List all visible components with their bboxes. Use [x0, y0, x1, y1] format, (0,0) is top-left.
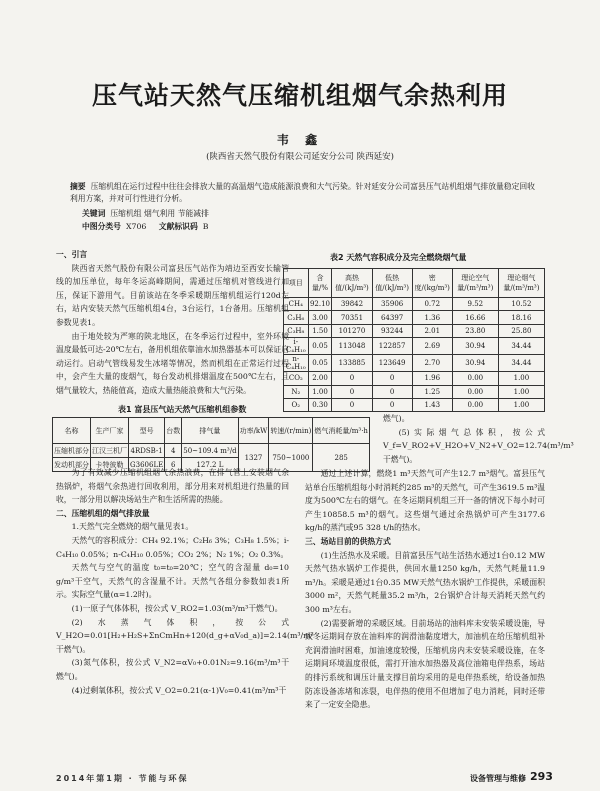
- classification-label: 中图分类号: [82, 222, 121, 231]
- table2-cell: 113048: [332, 338, 372, 355]
- sub1: 1.天然气完全燃烧的烟气量见表1。: [71, 522, 194, 532]
- table1-cell: 卡特彼勒: [91, 458, 129, 472]
- paper-title: 压气站天然气压缩机组烟气余热利用: [91, 81, 508, 110]
- table2-caption: 表2 天然气容积成分及完全燃烧烟气量: [330, 253, 467, 262]
- formula3: (3)氮气体积，按公式 V_N2=αV₀+0.01N₂=9.16(m³/m³干燃气)。: [56, 658, 289, 681]
- table1-header: 排气量: [182, 418, 238, 444]
- table2-cell: 0.05: [308, 338, 332, 355]
- table2-cell: 39842: [332, 298, 372, 311]
- right-column: [305, 467, 545, 712]
- table-row: [284, 338, 545, 355]
- table2-cell: 0: [372, 398, 412, 411]
- affiliation: (陕西省天然气股份有限公司延安分公司 陕西延安): [206, 152, 394, 162]
- table2-cell: 0: [372, 372, 412, 385]
- section1: [56, 248, 289, 398]
- table-row: [284, 372, 545, 385]
- table2-cell: 34.44: [498, 355, 544, 372]
- table2-cell: 0.00: [452, 385, 498, 398]
- table2-cell: 0: [332, 398, 372, 411]
- table1-header: 名称: [53, 418, 91, 444]
- table1-cell: 发动机部分: [53, 458, 91, 472]
- left-para2: 天然气的容积成分：CH₄ 92.1%；C₂H₆ 3%；C₃H₈ 1.5%；i-C₄H₁₀ 0.05%；n-C₄H₁₀ 0.05%；CO₂ 2%；N₂ 1%；O₂ 0.3%。: [56, 535, 289, 559]
- keywords-text: 压缩机组 烟气利用 节能减排: [110, 209, 209, 218]
- section1-para2: 由于地处较为严寒的陕北地区，在冬季运行过程中，室外环境温度最低可达-20℃左右，备用机组依靠油水加热器基本可以保证启动运行。启动气管线易发生冰堵等情况，然而机组在正常运行过程中，会产生大量的废烟气，每台发动机排烟温度在500℃左右，且烟气量较大，热能值高，造成大量热能浪费和大气污染。: [56, 331, 289, 395]
- table1-cell: 50~109.4 m³/d: [182, 444, 238, 458]
- table1: [52, 417, 370, 472]
- table2-cell: C₂H₆: [284, 311, 309, 324]
- table1-cell: 1327: [238, 444, 269, 472]
- table1-cell: 4: [165, 444, 182, 458]
- table2-cell: 1.00: [498, 385, 544, 398]
- table2-cell: 18.16: [498, 311, 544, 324]
- table-row: [284, 311, 545, 324]
- right-column-top: [383, 412, 574, 466]
- right-para3: (2)需要新增的采暖区域。目前场站的油料库未安装采暖设施，导致冬运期间存放在油料库的润滑油黏度增大，加油机在给压缩机组补充润滑油时困难，加油速度较慢，压缩机房内未安装采暖设施，在冬运期间环境温度很低，需打开油水加热器及高位油箱电伴热系，场站的排污系统和调压计量支撑目前均采用的是电伴热系统，给设备加热防冻设备冻堵和冻裂，电伴热的使用不但增加了电力消耗，同时还带来了一定安全隐患。: [305, 618, 545, 710]
- table1-cell: 江汉三机厂: [91, 444, 129, 458]
- formula2: (2)水蒸气体积，按公式 V_H2O=0.01[H₂+H₂S+ΣnCmHn+120(d_g+αV₀d_a)]=2.14(m³/m³干燃气)。: [56, 617, 314, 654]
- table2-cell: O₂: [284, 398, 309, 411]
- table2-cell: 34.44: [498, 338, 544, 355]
- doc-code-label: 文献标识码: [158, 222, 198, 231]
- table2-header: 理论空气量/(m³/m³): [452, 269, 498, 298]
- table2-cell: N₂: [284, 385, 309, 398]
- table1-cell: 压缩机部分: [53, 444, 91, 458]
- table2-header: 理论烟气量/(m³/m³): [498, 269, 544, 298]
- table1-cell: 6: [165, 458, 182, 472]
- table2-cell: 35906: [372, 298, 412, 311]
- footer-journal-name: 设备管理与维修: [470, 774, 526, 783]
- table1-header: 台数: [165, 418, 182, 444]
- table2-cell: 1.36: [412, 311, 452, 324]
- table2-cell: 30.94: [452, 355, 498, 372]
- table2-cell: 0.00: [452, 372, 498, 385]
- table2-header: 高热值/(kJ/m³): [332, 269, 372, 298]
- table1-cell: 285: [313, 444, 370, 472]
- table2-cell: 0.72: [412, 298, 452, 311]
- table1-header-row: [53, 418, 370, 444]
- table2-cell: 123649: [372, 355, 412, 372]
- table2-cell: 133885: [332, 355, 372, 372]
- section2: [56, 466, 314, 697]
- classification: [82, 221, 208, 232]
- table2-cell: 1.00: [498, 372, 544, 385]
- right-para2: (1)生活热水及采暖。目前富县压气站生活热水通过1台0.12 MW天然气热水锅炉工作提供，供回水量1250 kg/h，天然气耗量11.9 m³/h。采暖是通过1台0.35 MW天然气热水锅炉工作提供，采暖面积3000 m²，天然气耗量35.2 m³/h，2台锅炉合计每天消耗天然气约300 m³左右。: [305, 550, 545, 614]
- keywords: [82, 208, 209, 219]
- table2-cell: 1.25: [412, 385, 452, 398]
- table2-cell: 1.00: [308, 385, 332, 398]
- table2-header: 项目: [284, 269, 309, 298]
- section1-heading: 一、引言: [56, 250, 88, 259]
- table-row: [284, 324, 545, 337]
- table1-header: 生产厂家: [91, 418, 129, 444]
- formula1: (1)一原子气体体积，按公式 V_RO2=1.03(m³/m³干燃气)。: [71, 603, 283, 613]
- section2-heading: 二、压缩机组的烟气排放量: [56, 508, 150, 518]
- table1-header: 型号: [129, 418, 165, 444]
- table2-cell: 2.00: [308, 372, 332, 385]
- right-cont: 燃气)。: [383, 414, 410, 423]
- table2-cell: CH₄: [284, 298, 309, 311]
- table2-cell: 0: [332, 372, 372, 385]
- left-para1: 为了有效减少压缩机组烟气余热浪费，在排气管上安装烟气余热锅炉，将烟气余热进行回收利用，部分用来对机组进行热量的回收，一部分用以解决场站生产和生活所需的热能。: [56, 468, 289, 505]
- table2-cell: 30.94: [452, 338, 498, 355]
- table2-cell: 3.00: [308, 311, 332, 324]
- table2-cell: 93244: [372, 324, 412, 337]
- abstract: [70, 181, 540, 205]
- section1-para1: 陕西省天然气股份有限公司富县压气站作为靖边至西安长输管线的加压单位，每年冬运高峰期间，需通过压缩机对管线进行加压，保证下游用气。目前该站在冬季采暖期压缩机组运行120d左右，站内安装天然气压缩机组4台，3台运行，1台备用。压缩机组参数见表1。: [56, 263, 289, 327]
- abstract-text: 压缩机组在运行过程中往往会排放大量的高温烟气造成能源浪费和大气污染。针对延安分公司富县压气站机组烟气排放量稳定回收利用方案，并对可行性进行分析。: [70, 182, 535, 203]
- table2-cell: 64397: [372, 311, 412, 324]
- formula5: (5)实际烟气总体积，按公式 V_f=V_RO2+V_H2O+V_N2+V_O2=12.74(m³/m³干燃气)。: [383, 427, 574, 464]
- table2-cell: 16.66: [452, 311, 498, 324]
- table1-header: 燃气消耗量/m³·h: [313, 418, 370, 444]
- table2-cell: 1.00: [498, 398, 544, 411]
- table2-cell: n-C₄H₁₀: [284, 355, 309, 372]
- table1-cell: G3606LE: [129, 458, 165, 472]
- table2-cell: 92.10: [308, 298, 332, 311]
- table1-caption: 表1 富县压气站天然气压缩机组参数: [118, 405, 247, 414]
- table2-cell: 1.43: [412, 398, 452, 411]
- table2-cell: 0.05: [308, 355, 332, 372]
- table1-header: 转速/(r/min): [269, 418, 313, 444]
- table2-cell: 2.70: [412, 355, 452, 372]
- table2-cell: 0.00: [452, 398, 498, 411]
- right-para1: 通过上述计算，燃烧1 m³天然气可产生12.7 m³烟气。富县压气站单台压缩机组每小时消耗约285 m³的天然气，可产生3619.5 m³温度为500℃左右的烟气。在冬运期间机组三开一备的情况下每小时可产生10858.5 m³的烟气。这些烟气通过余热锅炉可产生3177.6 kg/h的蒸汽或95 328 t/h的热水。: [305, 469, 545, 533]
- table2-header: 含量/%: [308, 269, 332, 298]
- abstract-label: 摘要: [70, 182, 86, 191]
- table-row: [284, 298, 545, 311]
- footer-journal: 2014年第1期 · 节能与环保: [56, 774, 189, 783]
- page-number: 293: [530, 770, 553, 783]
- table2-cell: 9.52: [452, 298, 498, 311]
- table2-cell: i-C₄H₁₀: [284, 338, 309, 355]
- table2-cell: 1.50: [308, 324, 332, 337]
- left-para3: 天然气与空气的温度 t₀=t₀=20℃；空气的含湿量 d₀=10 g/m³干空气，天然气的含湿量不计。天然气各组分参数如表1所示。实际空气量(α=1.2时)。: [56, 563, 289, 600]
- table2-cell: 2.01: [412, 324, 452, 337]
- table2-cell: 70351: [332, 311, 372, 324]
- table2-cell: 23.80: [452, 324, 498, 337]
- table2-cell: 101270: [332, 324, 372, 337]
- formula4: (4)过剩氧体积，按公式 V_O2=0.21(α-1)V₀=0.41(m³/m³干: [71, 685, 287, 695]
- table2-cell: C₃H₈: [284, 324, 309, 337]
- table2-cell: 2.69: [412, 338, 452, 355]
- table2-cell: 1.96: [412, 372, 452, 385]
- section3-heading: 三、场站目前的供热方式: [305, 536, 391, 546]
- doc-code: B: [202, 222, 209, 231]
- table2-cell: 10.52: [498, 298, 544, 311]
- table-row: [284, 355, 545, 372]
- table2-header: 低热值/(kJ/m³): [372, 269, 412, 298]
- table2-cell: 0.30: [308, 398, 332, 411]
- table2-cell: 122857: [372, 338, 412, 355]
- table1-cell: 4RDSB-1: [129, 444, 165, 458]
- table1-header: 功率/kW: [238, 418, 269, 444]
- keywords-label: 关键词: [82, 209, 106, 218]
- table1-cell: 750~1000: [269, 444, 313, 472]
- table2-cell: 25.80: [498, 324, 544, 337]
- table2-cell: 0: [372, 385, 412, 398]
- author: 韦 鑫: [276, 133, 324, 147]
- classification-code: X706: [125, 222, 147, 231]
- table2-cell: 0: [332, 385, 372, 398]
- table-row: [53, 444, 370, 458]
- table1-cell: 127.2 L: [182, 458, 238, 472]
- table2: [283, 268, 545, 412]
- table2-cell: CO₂: [284, 372, 309, 385]
- table2-header: 密度/(kg/m³): [412, 269, 452, 298]
- table2-header-row: [284, 269, 545, 298]
- table-row: [284, 385, 545, 398]
- table-row: [284, 398, 545, 411]
